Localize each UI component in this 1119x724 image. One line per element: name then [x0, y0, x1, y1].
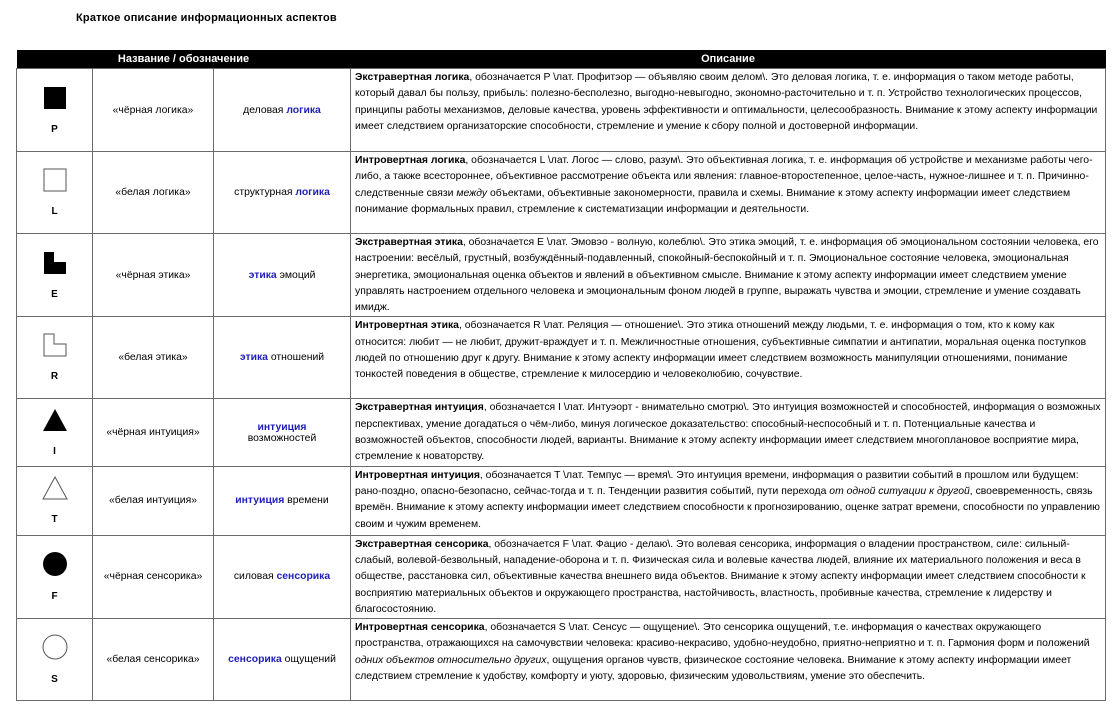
- aspect-description-text: , обозначается I \лат. Интуэорт - внимательно смотрю\. Это интуиция возможностей и способностей, информация о возможных перспективах, умение догадаться о чём-либо, минуя логическое доказательство: способный-неспособный и т. п. Потенциальные качества и возможностей объектов, способности людей, варианты. Внимание к этому аспекту информации имеет следствием многоплановое восприятие мира, стремление к новаторству.: [355, 402, 1101, 463]
- aspect-symbol-cell: [17, 535, 93, 618]
- aspect-description-text: , обозначается S \лат. Сенсус — ощущение\. Это сенсорика ощущений, т.е. информация о качествах окружающего пространства, отражающихся на самочувствии человека: красиво-некрасиво, удобно-неудобно, приятно-неприятно и т. п. Гармония форм и положений: [355, 622, 1090, 650]
- table-row: [17, 234, 1106, 317]
- white-square-icon: [17, 168, 92, 192]
- aspect-term-accent: этика: [239, 352, 268, 364]
- aspect-term-accent: этика: [248, 269, 277, 281]
- aspect-description-text: , обозначается T \лат. Темпус — время\. Это интуиция времени, информация о развитии событий в прошлом или будущем: рано-поздно, опасно-безопасно, сейчас-тогда и т. п. Тенденции развития событий, пути перехода: [355, 469, 1079, 497]
- aspect-symbol-cell: [17, 619, 93, 701]
- aspect-term-accent: сенсорика: [276, 571, 331, 583]
- header-name-column: Название / обозначение: [17, 50, 351, 69]
- white-l-shape-icon: [17, 333, 92, 357]
- table-row: [17, 466, 1106, 535]
- table-row: [17, 619, 1106, 701]
- aspect-description-italic: между: [456, 187, 488, 199]
- aspect-description: [351, 152, 1106, 234]
- aspect-term-suffix: возможностей: [247, 432, 317, 444]
- aspect-term-accent: логика: [295, 187, 330, 198]
- table-header-row: [17, 50, 1106, 69]
- aspect-description-text: , обозначается L \лат. Логос — слово, разум\. Это объективная логика, т. е. информация об устройстве и механизме работы чего-либо, а также всестороннее, объективное рассмотрение объекта или явления: главное-второстепенное, целое-часть, нужное-лишнее и т. п. Причинно-следственные связи: [355, 155, 1093, 199]
- white-triangle-icon: [17, 476, 92, 500]
- aspect-name: «чёрная этика»: [93, 234, 214, 317]
- aspect-description: [351, 399, 1106, 466]
- aspect-name: «чёрная логика»: [93, 69, 214, 152]
- aspect-symbol-cell: [17, 466, 93, 535]
- aspect-description: [351, 619, 1106, 701]
- table-row: [17, 535, 1106, 618]
- aspect-description-heading: Экстравертная сенсорика: [355, 538, 489, 550]
- aspect-symbol-cell: [17, 152, 93, 234]
- aspect-description: [351, 535, 1106, 618]
- aspect-description-text-end: , ощущения органов чувств, физическое состояние человека. Внимание к этому аспекту информации имеет следствием стремление к удобству, комфорту и уюту, здоровью, физическим удовольствиям, умение это обеспечить.: [355, 654, 1072, 683]
- aspect-name: «белая логика»: [93, 152, 214, 234]
- aspect-symbol-cell: [17, 317, 93, 399]
- aspect-description-text: , обозначается R \лат. Реляция — отношение\. Это этика отношений между людьми, т. е. информация о том, кто к кому как относится: любит — не любит, дружит-враждует и т. п. Межличностные отношения, субъективные симпатии и антипатии, моральная оценка поступков людей по отношению друг к другу. Внимание к этому аспекту информации имеет следствием возможность манипуляции отношениями, понимание тонкостей поведения в обществе, стремление к милосердию и человеколюбию, сочувствие.: [355, 320, 1087, 381]
- table-row: [17, 317, 1106, 399]
- aspect-name: «белая интуиция»: [93, 466, 214, 535]
- aspect-name: «чёрная сенсорика»: [93, 535, 214, 618]
- aspect-term: [214, 317, 351, 399]
- aspect-term: [214, 619, 351, 701]
- black-triangle-icon: [17, 408, 92, 432]
- page-title: Краткое описание информационных аспектов: [76, 12, 337, 24]
- aspect-description-heading: Экстравертная этика: [355, 237, 463, 248]
- aspect-description: [351, 69, 1106, 152]
- aspect-description: [351, 317, 1106, 399]
- aspect-name: «белая сенсорика»: [93, 619, 214, 701]
- aspect-description-italic: от одной ситуации к другой: [829, 485, 970, 497]
- aspect-term-suffix: времени: [284, 495, 329, 507]
- table-row: [17, 69, 1106, 152]
- aspect-term-accent: сенсорика: [228, 654, 282, 666]
- aspect-term: [214, 399, 351, 466]
- black-square-icon: [17, 86, 92, 110]
- aspect-term: [214, 535, 351, 618]
- aspect-term-prefix: структурная: [234, 187, 296, 198]
- aspect-symbol-cell: [17, 399, 93, 466]
- aspect-letter: F: [51, 591, 58, 603]
- table-row: [17, 152, 1106, 234]
- aspect-term: [214, 466, 351, 535]
- aspect-term-suffix: эмоций: [276, 269, 316, 281]
- aspect-description-text-end: объектами, объективные закономерности, правила и схемы. Внимание к этому аспекту информации имеет следствием понимание формальных правил, стремление к систематизации информации и деятельности.: [355, 187, 1071, 215]
- aspect-letter: R: [50, 371, 59, 383]
- aspect-symbol-cell: [17, 234, 93, 317]
- aspect-description-heading: Интровертная этика: [355, 320, 459, 332]
- aspect-letter: I: [53, 446, 56, 458]
- aspect-description: [351, 466, 1106, 535]
- aspect-description-text-end: , своевременность, связь времён. Внимание к этому аспекту информации имеет следствием способности к прогнозированию, оценке затрат времени, способности по управлению своим и чужим временем.: [355, 485, 1100, 530]
- aspect-name: «белая этика»: [93, 317, 214, 399]
- aspect-letter: E: [51, 288, 58, 300]
- aspect-letter: T: [51, 514, 58, 526]
- aspect-symbol-cell: [17, 69, 93, 152]
- white-circle-icon: [17, 634, 92, 660]
- black-circle-icon: [17, 551, 92, 577]
- aspect-term-prefix: деловая: [243, 104, 287, 116]
- aspect-letter: P: [51, 123, 58, 135]
- aspect-description-text: , обозначается E \лат. Эмовэо - волную, колеблю\. Это этика эмоций, т. е. информация об эмоциональном состоянии человека, его настроении: весёлый, грустный, возбуждённый-подавленный, спокойный-беспокойный и т. п. Эмоциональное состояние человека, эмоциональная энергетика, эмоциональная оценка объектов и явлений в объективном смысле. Внимание к этому аспекту информации имеет следствием умение управлять настроением отдельного человека и эмоциональным фоном людей в группе, выражать чувства и эмоции, стремление и умение создавать имидж.: [355, 237, 1099, 314]
- header-description-column: Описание: [351, 50, 1106, 69]
- table-row: [17, 399, 1106, 466]
- aspect-term-prefix: силовая: [233, 571, 277, 583]
- aspect-term-suffix: ощущений: [281, 654, 336, 666]
- aspect-term-suffix: отношений: [267, 352, 325, 364]
- aspect-description-text: , обозначается P \лат. Профитэор — объявляю своим делом\. Это деловая логика, т. е. информация о таком методе работы, который давал бы пользу, прибыль: полезно-бесполезно, выгодно-невыгодно, экономно-расточительно и т. п. Устройство технологических процессов, принципы работы механизмов, деловые качества, уровень эффективности и оптимальности, целесообразность. Внимание к этому аспекту информации имеет следствием организаторские способности, стремление и умение к сбору полной и достоверной информации.: [355, 72, 1098, 132]
- aspect-letter: L: [51, 206, 58, 217]
- aspect-description-heading: Экстравертная интуиция: [355, 402, 484, 414]
- aspect-description-heading: Интровертная сенсорика: [355, 622, 485, 634]
- aspect-term: [214, 69, 351, 152]
- aspect-letter: S: [51, 674, 58, 686]
- aspect-term-accent: интуиция: [235, 495, 285, 507]
- aspect-description: [351, 234, 1106, 317]
- aspect-term-accent: логика: [286, 104, 321, 116]
- aspect-description-heading: Экстравертная логика: [355, 72, 470, 83]
- aspect-description-italic: одних объектов относительно других: [355, 654, 547, 666]
- aspects-table: [16, 50, 1106, 701]
- aspect-term: [214, 234, 351, 317]
- aspect-description-heading: Интровертная интуиция: [355, 469, 480, 481]
- aspect-description-heading: Интровертная логика: [355, 155, 466, 166]
- aspect-term-accent: интуиция: [257, 421, 307, 433]
- aspect-description-text: , обозначается F \лат. Фацио - делаю\. Это волевая сенсорика, информация о владении пространством, силе: сильный-слабый, волевой-безвольный, нападение-оборона и т. п. Физическая сила и волевые качества людей, влияние их материального положения и веса в обществе, расстановка сил, объективные качества внешнего вида объектов. Внимание к этому аспекту информации имеет следствием способности к восприятию материальных объектов и окружающего пространства, настойчивость, властность, пробивные качества, стремление к лидерству и благосостоянию.: [355, 538, 1086, 615]
- aspect-term: [214, 152, 351, 234]
- aspect-name: «чёрная интуиция»: [93, 399, 214, 466]
- black-l-shape-icon: [17, 251, 92, 275]
